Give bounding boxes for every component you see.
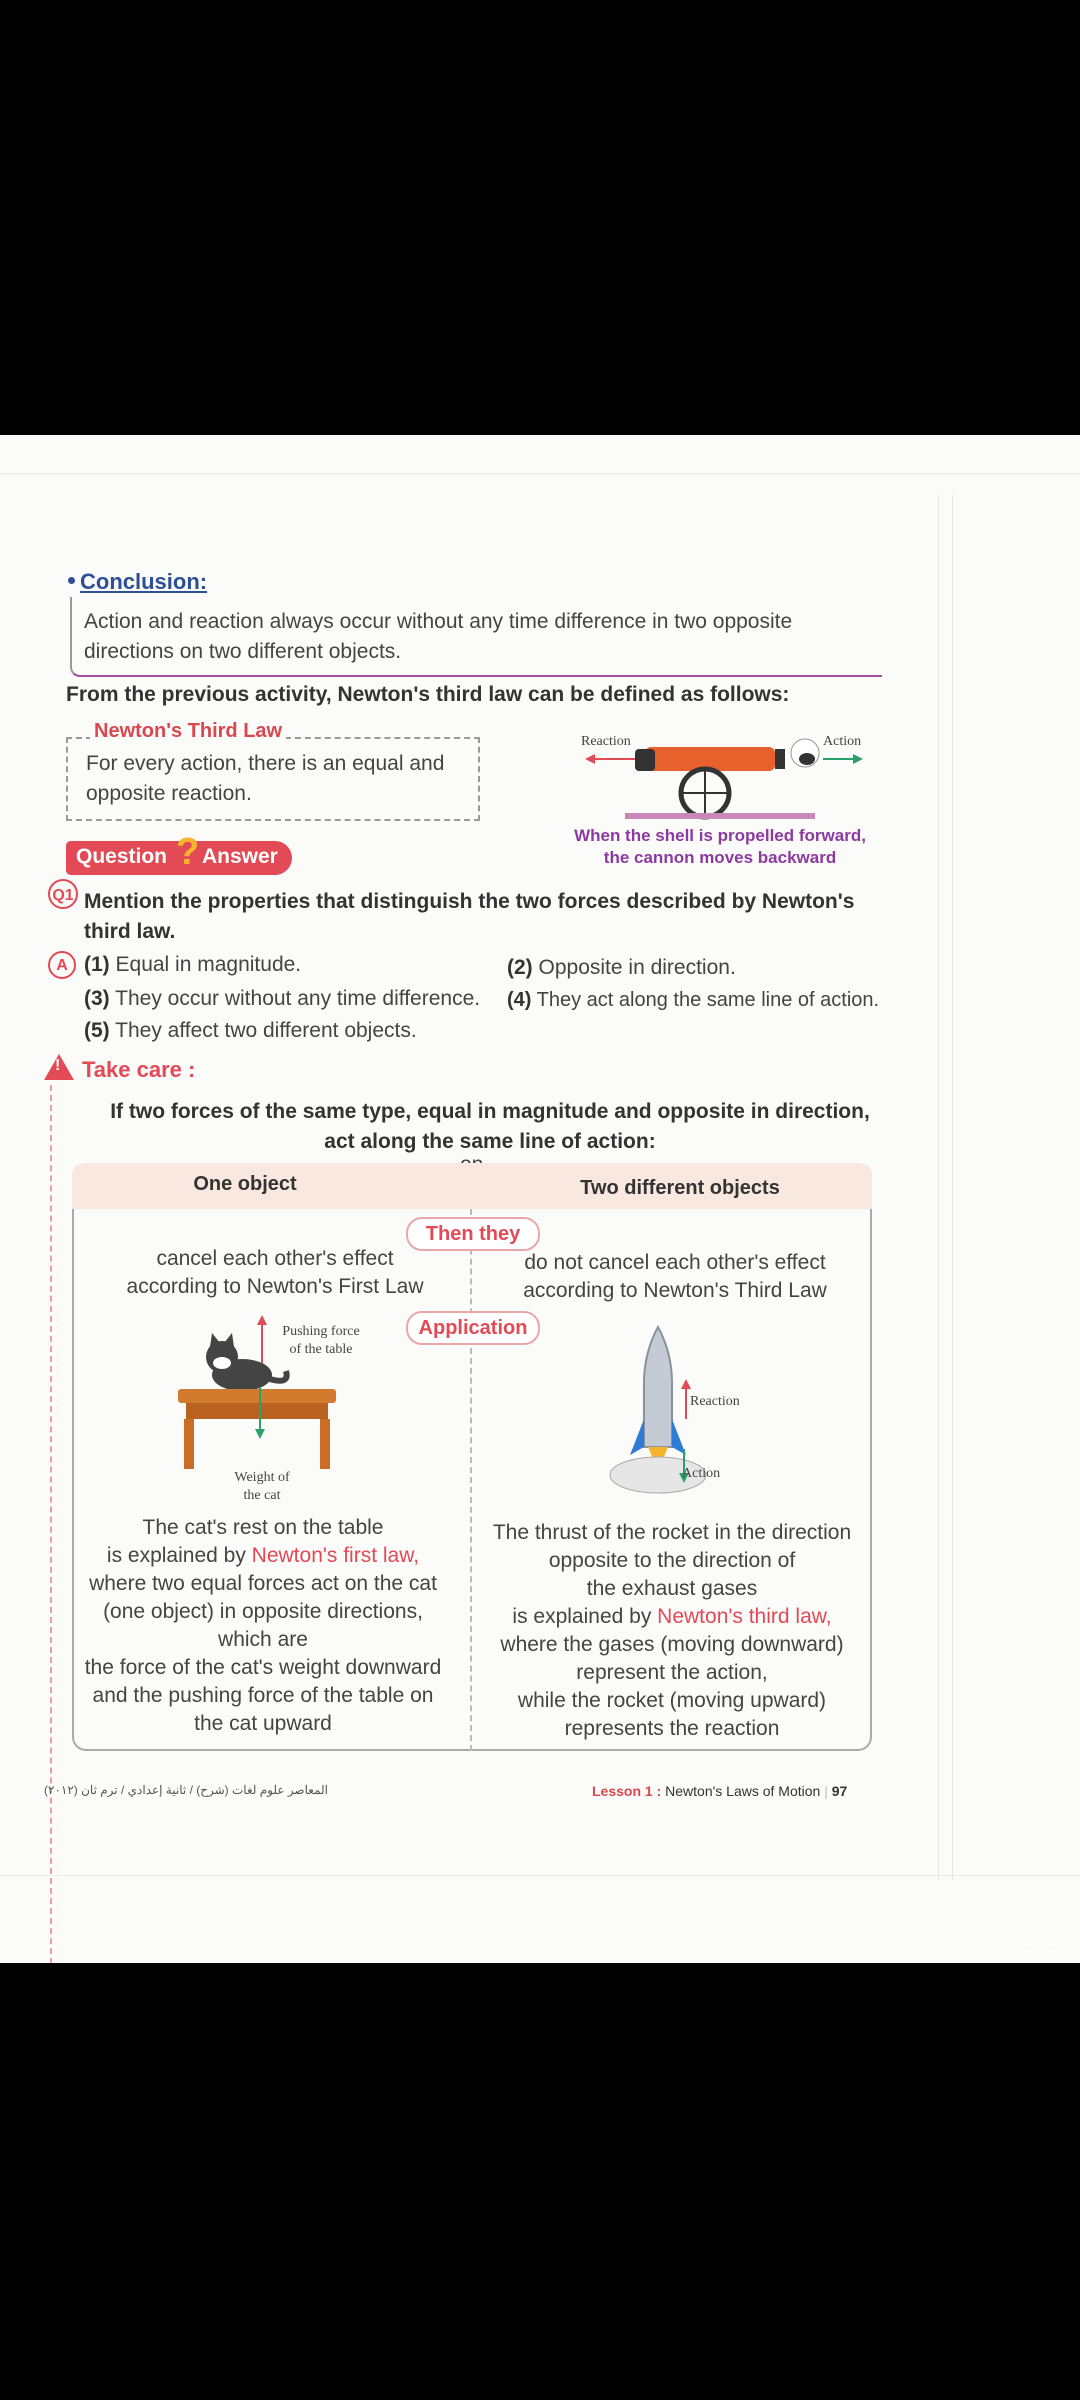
answer-item-4: (4) They act along the same line of action. [507,989,880,1011]
application-pill: Application [406,1311,540,1345]
take-care-text [80,1097,900,1157]
question-label: Question [76,845,168,868]
right-explain-line-3: the exhaust gases [586,1577,758,1600]
conclusion-title: Conclusion: [80,569,208,594]
cat-tail [270,1371,287,1381]
definition-intro: From the previous activity, Newton's third law can be defined as follows: [66,683,790,706]
take-care-line-2: act along the same line of action: [324,1130,656,1153]
cannon-caption [560,825,880,869]
take-care-margin-line [50,1085,52,1963]
right-explain-line-5: where the gases (moving downward) [500,1633,844,1656]
answer-item-5: (5) They affect two different objects. [84,1019,417,1042]
rocket-reaction-label: Reaction [690,1394,740,1409]
comparison-divider [470,1209,472,1751]
third-law-text: For every action, there is an equal and opposite reaction. [86,752,445,805]
header-two-objects: Two different objects [580,1177,780,1199]
right-explanation [482,1519,862,1743]
footer-book-title: المعاصر علوم لغات (شرح) / ثانية إعدادي / ترم ثان (٢٠١٢) [44,1783,328,1797]
left-explain-line-3: where two equal forces act on the cat [89,1572,437,1595]
left-explain-line-2: is explained by Newton's first law, [106,1544,420,1567]
rocket-action-label: Action [682,1466,721,1481]
camscanner-watermark: CamScanner [1013,1948,1072,1959]
left-explain-line-6: the force of the cat's weight downward [84,1656,442,1679]
answer-item-3: (3) They occur without any time difference. [84,987,481,1010]
q1-badge: Q1 [48,879,78,909]
cannon-shell [799,753,815,765]
left-explain-line-7: and the pushing force of the table on [92,1684,434,1707]
reaction-arrowhead [585,754,595,764]
cat-face [213,1357,231,1369]
right-result-line-2: according to Newton's Third Law [523,1279,827,1302]
cannon-action-label: Action [823,734,862,749]
left-result [90,1245,460,1301]
left-explanation [78,1514,448,1738]
right-explain-line-7: while the rocket (moving upward) [517,1689,827,1712]
bottom-rule [0,1875,1080,1876]
left-explain-line-1: The cat's rest on the table [142,1516,384,1539]
right-rule [952,495,953,1880]
cat-weight-label-line-1: Weight of [234,1470,290,1485]
left-result-line-1: cancel each other's effect [156,1247,394,1270]
then-they-pill: Then they [406,1217,540,1251]
right-result-line-1: do not cancel each other's effect [524,1251,826,1274]
table-leg-right [320,1419,330,1469]
header-one-object: One object [193,1173,297,1195]
cat-weight-label [222,1469,302,1505]
weight-arrowhead [255,1429,265,1439]
left-result-line-2: according to Newton's First Law [126,1275,424,1298]
document-page [0,435,1080,1963]
top-rule [0,473,1080,474]
conclusion-bullet [68,577,75,584]
right-explain-line-2: opposite to the direction of [548,1549,796,1572]
right-rule-inner [938,495,939,1880]
table-apron [186,1403,328,1419]
footer-lesson: Lesson 1 : Newton's Laws of Motion | 97 [592,1783,848,1799]
cannon-breech [635,749,655,771]
table-top [178,1389,336,1403]
q1-text: Mention the properties that distinguish the two forces described by Newton's third law. [84,890,855,943]
cat-push-label [266,1323,376,1359]
conclusion-text: Action and reaction always occur without any time difference in two opposite directions on two different objects. [84,610,793,663]
rocket-body [644,1327,672,1447]
left-explain-line-5: which are [218,1628,308,1651]
third-law-title: Newton's Third Law [90,720,286,743]
right-explain-line-1: The thrust of the rocket in the direction [492,1521,852,1544]
cat-weight-label-line-2: the cat [243,1488,281,1503]
cat-push-label-line-2: of the table [289,1342,353,1357]
right-explain-line-4: is explained by Newton's third law, [512,1605,832,1628]
warning-icon-mark: ! [55,1057,61,1074]
answer-item-2: (2) Opposite in direction. [507,956,736,979]
rocket-fin-left [630,1419,644,1455]
cannon-illustration [575,723,885,823]
cannon-reaction-label: Reaction [581,734,631,749]
table-leg-left [184,1419,194,1469]
answer-badge: A [48,951,76,979]
page-number: 97 [831,1783,848,1799]
right-explain-line-6: represent the action, [576,1661,768,1684]
left-explain-line-8: the cat upward [194,1712,332,1735]
cannon-muzzle [775,749,785,769]
cat-push-label-line-1: Pushing force [282,1324,360,1339]
cannon-caption-line-1: When the shell is propelled forward, [574,826,866,845]
left-explain-line-4: (one object) in opposite directions, [103,1600,423,1623]
cannon-caption-line-2: the cannon moves backward [603,848,837,867]
question-mark-icon: ? [176,831,200,873]
right-explain-line-8: represents the reaction [564,1717,780,1740]
action-arrowhead [853,754,863,764]
right-result [490,1249,860,1305]
take-care-line-1: If two forces of the same type, equal in magnitude and opposite in direction, [110,1100,870,1123]
take-care-title: Take care : [82,1057,196,1082]
answer-item-1: (1) Equal in magnitude. [84,953,302,976]
cannon-ground [625,813,815,819]
answer-label: Answer [202,845,278,868]
